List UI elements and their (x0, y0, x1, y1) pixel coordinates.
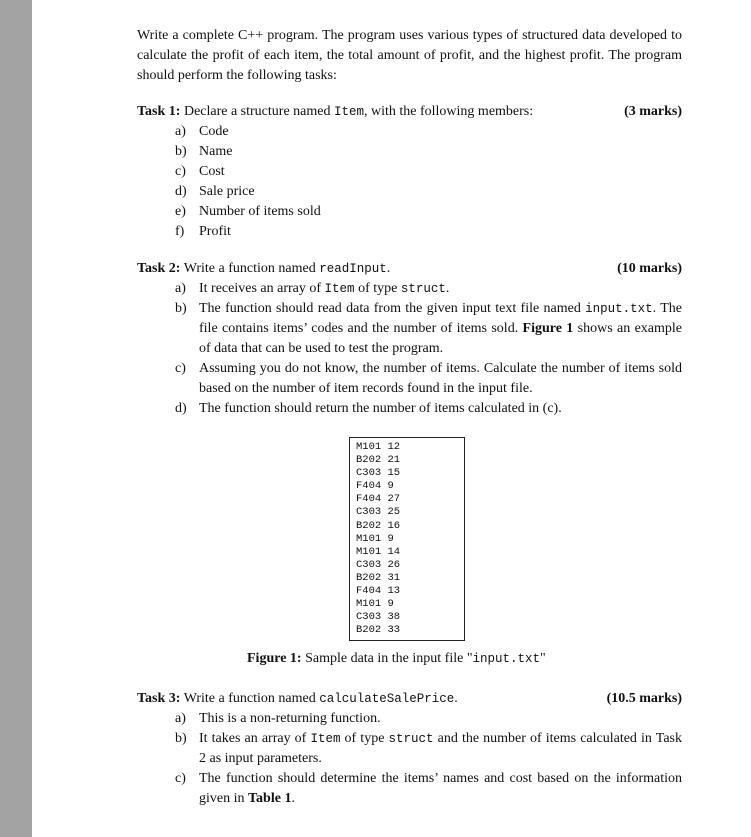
task1-marks: (3 marks) (624, 104, 682, 119)
list-item: c) The function should determine the items’ names and cost based on the information given in Table 1. (175, 771, 682, 807)
task3-function-name: calculateSalePrice (319, 692, 455, 707)
input-file-name: input.txt (585, 302, 653, 316)
list-item: b) Name (175, 144, 233, 159)
list-item: c) Cost (175, 164, 225, 179)
task3-heading: Task 3: Write a function named calculateSalePrice. (10.5 marks) (137, 689, 682, 709)
list-item: d) Sale price (175, 184, 255, 199)
list-item: d) The function should return the number of items calculated in (c). (175, 401, 562, 416)
task1-member-list (175, 122, 682, 242)
task1-label: Task 1: (137, 104, 181, 119)
list-item: a) Code (175, 124, 229, 139)
list-item: f) Profit (175, 224, 231, 239)
task2-function-name: readInput (319, 262, 387, 276)
intro-paragraph: Write a complete C++ program. The program uses various types of structured data developed to calculate the profit of each item, the total amount of profit, and the highest profit. The program should perform the following tasks: (137, 28, 682, 83)
task3-marks: (10.5 marks) (606, 691, 682, 707)
list-item: c) Assuming you do not know, the number of items. Calculate the number of items sold based on the number of item records found in the input file. (175, 361, 682, 396)
task1-heading: Task 1: Declare a structure named Item, with the following members: (3 marks) (137, 102, 682, 122)
table-reference: Table 1 (248, 791, 292, 807)
figure-caption: Figure 1: Sample data in the input file "input.txt" (247, 651, 546, 667)
list-item: a) It receives an array of Item of type struct. (175, 281, 450, 296)
list-item: a) This is a non-returning function. (175, 711, 381, 727)
list-item: b) It takes an array of Item of type struct and the number of items calculated in Task 2 as input parameters. (175, 731, 682, 767)
sample-data-box: M101 12 B202 21 C303 15 F404 9 F404 27 C303 25 B202 16 M101 9 M101 14 C303 26 B202 31 F404 13 M101 9 C303 38 B202 33 (349, 437, 465, 641)
list-item: e) Number of items sold (175, 204, 321, 219)
task3-label: Task 3: (137, 691, 181, 707)
task2-list (175, 279, 682, 419)
task2-marks: (10 marks) (617, 261, 682, 276)
document-content (137, 26, 682, 809)
task3-list (175, 709, 682, 809)
list-item: b) The function should read data from the given input text file named input.txt. The file contains items’ codes and the number of items sold. Figure 1 shows an example of data that can be used to test the program. (175, 301, 682, 356)
document-page (32, 0, 751, 837)
task2-label: Task 2: (137, 261, 181, 276)
task2-heading: Task 2: Write a function named readInput. (10 marks) (137, 259, 682, 279)
task1-struct-name: Item (333, 105, 364, 119)
figure-reference: Figure 1 (522, 321, 574, 336)
